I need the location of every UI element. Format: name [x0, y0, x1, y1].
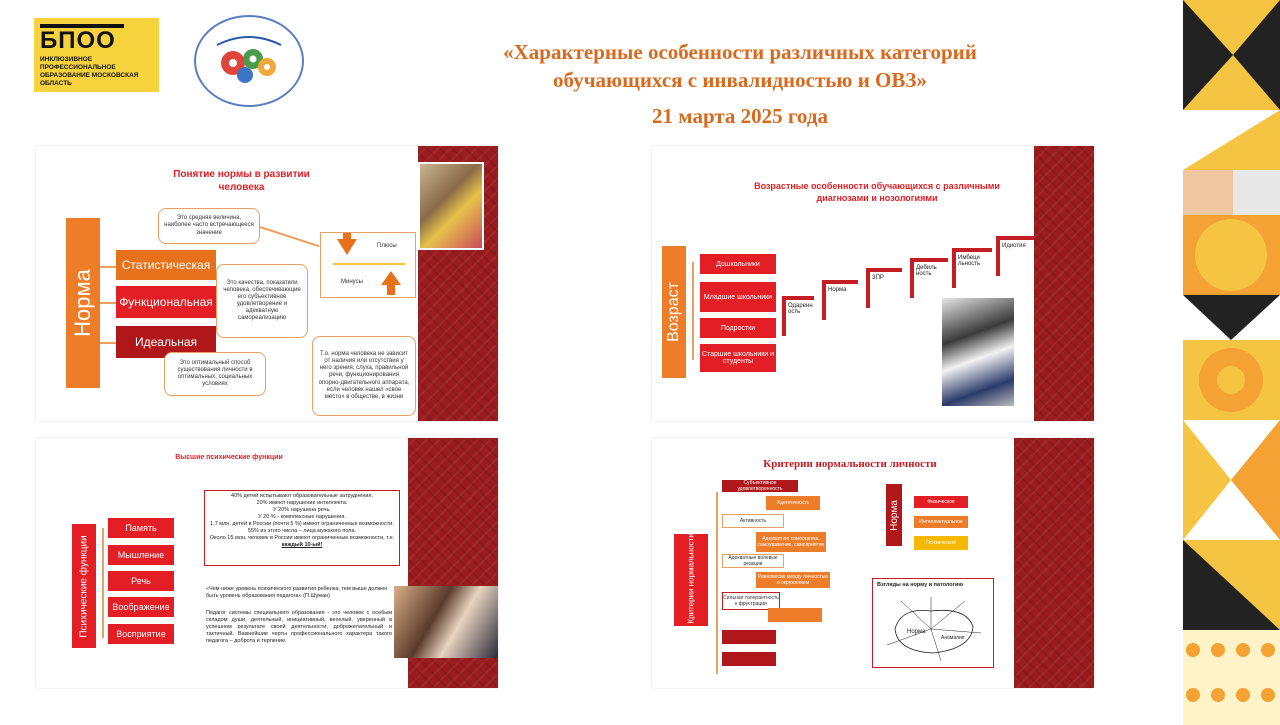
mind-map-diagram	[881, 593, 987, 663]
slide-photo-students	[942, 298, 1014, 406]
norm-type-statistical: Статистическая	[116, 250, 216, 280]
stair-debility: Дебиль ность	[910, 258, 948, 298]
logo-sub-text: ИНКЛЮЗИВНОЕ ПРОФЕССИОНАЛЬНОЕ ОБРАЗОВАНИЕ МОСКОВСКАЯ ОБЛАСТЬ	[40, 56, 139, 87]
slide-red-bar	[1014, 438, 1094, 688]
age-group-senior: Старшие школьники и студенты	[700, 344, 776, 372]
slide-photo-teacher-student	[394, 586, 498, 658]
functions-vertical-label: Психические функции	[72, 524, 96, 648]
criteria-vertical-label: Критерии нормальности личности	[674, 534, 708, 626]
slide-normality-criteria	[652, 438, 1094, 688]
arrow-stem	[387, 285, 395, 295]
pros-cons-box	[320, 232, 416, 298]
criterion-3: Активность	[722, 514, 784, 528]
connector	[260, 226, 320, 247]
bracket-line	[102, 528, 104, 638]
function-speech: Речь	[108, 571, 174, 591]
function-imagination: Воображение	[108, 597, 174, 617]
age-group-preschool: Дошкольники	[700, 254, 776, 274]
teacher-paragraph: Педагог системы специального образования - это человек с особым складом души, деятельный, инициативный, веселый, уверенный в успешном результате своей деятельности, доброжелательный и тактичный. Важнейшие черты профессионального характера такого педагога – доброта и терпение.	[206, 610, 392, 644]
slide-photo-teacher-child	[418, 162, 484, 250]
slide4-title: Критерии нормальности личности	[763, 458, 937, 470]
main-title	[420, 38, 1060, 130]
criterion-4: Адекватное самооценка, самоуважение, самоприятие	[756, 532, 826, 552]
event-date: 21 марта 2025 года	[652, 104, 828, 128]
connector	[100, 302, 116, 304]
criterion-5: Адекватные волевые реакции	[722, 554, 784, 568]
connector	[100, 266, 116, 268]
decorative-geometric-panel	[1183, 0, 1280, 725]
slide-age-features	[652, 146, 1094, 421]
bubble-functional: Это качества, показатели человека, обеспечивающие его субъективное удовлетворение и адекватную самореализацию	[216, 264, 308, 338]
note-bubble: Т.о. норма человека не зависит от наличия или отсутствия у него зрения, слуха, правильной речи, функционирования опорно-двигательного аппарата, если человек нашел «свое место» в обществе, в жизни	[312, 336, 416, 416]
function-thinking: Мышление	[108, 545, 174, 565]
bubble-ideal: Это оптимальный способ существования личности в оптимальных, социальных условиях	[164, 352, 266, 396]
stair-gifted: Одаренн ость	[782, 296, 814, 336]
norm-type-functional: Функциональная	[116, 286, 216, 318]
quote-text: «Чем ниже уровень психического развития ребенка, тем выше должен быть уровень образования педагога» (П.Шуман)	[206, 586, 388, 599]
criterion-1: Субъективное удовлетворенность	[722, 480, 798, 492]
title-line-1: «Характерные особенности различных категорий	[503, 40, 977, 64]
stair-imbecility: Имбеци льность	[952, 248, 992, 288]
title-line-2: обучающихся с инвалидностью и ОВЗ»	[553, 68, 927, 92]
logo-bpoo	[34, 18, 159, 92]
arrow-stem	[343, 233, 351, 241]
slide3-title: Высшие психические функции	[175, 454, 283, 461]
age-vertical-label: Возраст	[662, 246, 686, 378]
slide-mental-functions	[36, 438, 498, 688]
age-group-teen: Подростки	[700, 318, 776, 338]
stats-emphasis: каждый 10-ый!	[281, 542, 323, 548]
divider-line	[333, 263, 405, 265]
health-intellectual: Интеллектуальное	[914, 516, 968, 528]
stair-idiocy: Идиотия	[996, 236, 1034, 276]
criterion-7: Сильная толерантность к фрустрации	[722, 592, 780, 610]
bracket-line	[692, 262, 694, 360]
connector	[100, 342, 116, 344]
up-arrow-icon	[381, 271, 401, 285]
criterion-2: Идентичность	[766, 496, 820, 510]
stair-zpr: ЗПР	[866, 268, 902, 308]
health-physical: Физическое	[914, 496, 968, 508]
norm-type-ideal: Идеальная	[116, 326, 216, 358]
logo-main-text: БПОО	[40, 24, 124, 54]
pros-label: Плюсы	[377, 243, 397, 249]
norm-pathology-diagram	[872, 578, 994, 668]
diagram-anomaly-label: Аномалия	[941, 635, 965, 641]
function-perception: Восприятие	[108, 624, 174, 644]
criterion-empty-1	[768, 608, 822, 622]
function-memory: Память	[108, 518, 174, 538]
norm-vertical-label-2: Норма	[886, 484, 902, 546]
slide-norm-concept	[36, 146, 498, 421]
criterion-empty-2	[722, 630, 776, 644]
emblem-gears-icon	[209, 31, 289, 91]
slide1-title: Понятие нормы в развитии человека	[173, 169, 310, 193]
stair-norm: Норма	[822, 280, 858, 320]
slide2-title: Возрастные особенности обучающихся с различными диагнозами и нозологиями	[754, 181, 1000, 203]
norm-vertical-label: Норма	[66, 218, 100, 388]
criterion-6: Равновесие между личностью и окружением	[757, 574, 829, 586]
down-arrow-icon	[337, 239, 357, 255]
age-group-junior: Младшие школьники	[700, 282, 776, 312]
criterion-empty-3	[722, 652, 776, 666]
cons-label: Минусы	[341, 279, 363, 285]
tree-line	[716, 492, 718, 674]
health-mental: Психическое	[914, 536, 968, 550]
college-emblem	[194, 15, 304, 107]
slide-red-bar	[1034, 146, 1094, 421]
stats-box: 40% детей испытывают образовательные затруднения. 20% имеют нарушение интеллекта. У 20% нарушена речь. У 20 % - комплексные нарушения. 1,7 млн. детей в России (почти 5 %) имеют ограниченные возможности. 55% из этого числа – лица мужского пола. Около 15 млн. человек в России имеют ограниченные возможности, т.е. каждый 10-ый!	[204, 490, 400, 566]
diagram-title: Взгляды на норму и патологию	[877, 582, 964, 588]
bubble-statistical: Это средняя величина, наиболее часто встречающееся значение	[158, 208, 260, 244]
diagram-center-label: Норма	[907, 629, 926, 635]
